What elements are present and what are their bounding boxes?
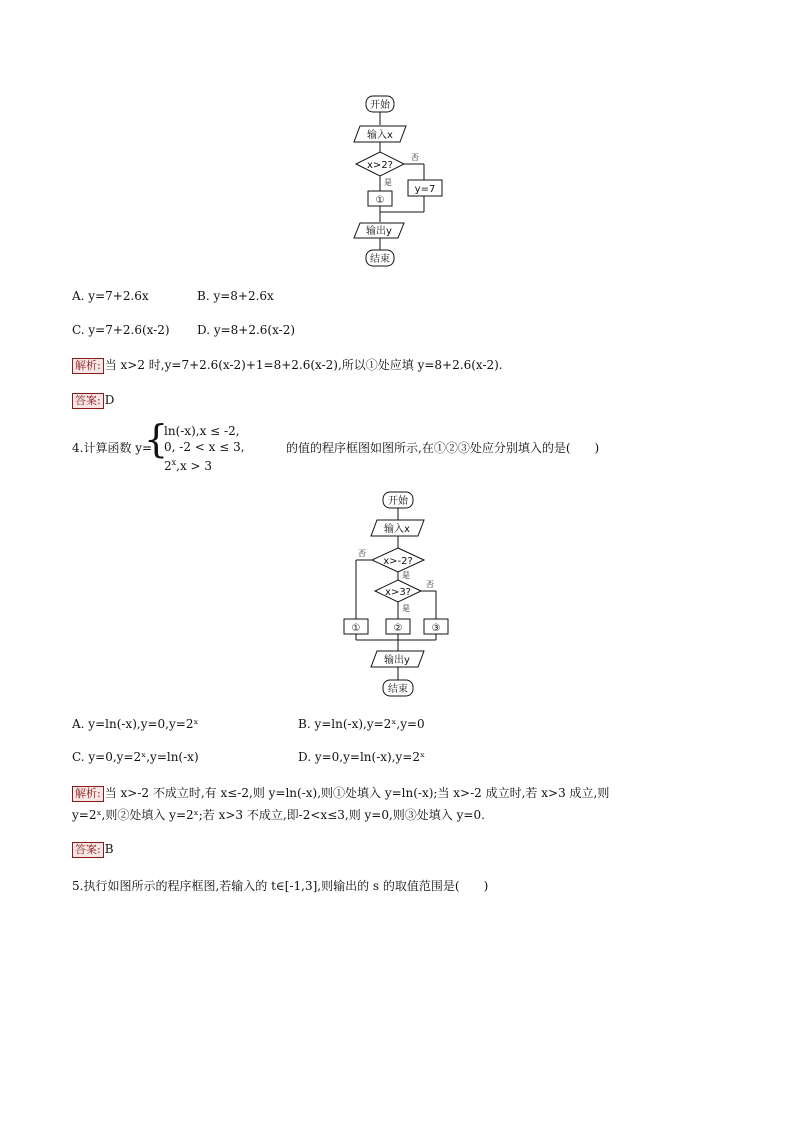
q4-analysis-line-1 [72,785,609,802]
q4-case-3-base: 2 [164,459,172,473]
q3-option-a: A. y=7+2.6x [72,289,149,303]
flow2-slot-1: ① [351,623,361,634]
q3-option-d: D. y=8+2.6(x-2) [197,323,296,337]
q4-case-3-rest: ,x > 3 [176,459,213,473]
q3-analysis-text: 当 x>2 时,y=7+2.6(x-2)+1=8+2.6(x-2),所以①处应填 y=8+2.6(x-2). [104,358,503,372]
answer-tag: 答案: [72,393,104,409]
flow2-no-2: 否 [426,580,434,589]
q4-analysis-text-1: 当 x>-2 不成立时,有 x≤-2,则 y=ln(-x),则①处填入 y=ln(-x);当 x>-2 成立时,若 x>3 成立,则 [104,786,610,800]
q4-answer [72,841,114,858]
q4-case-3-sup: x [171,458,177,467]
flow2-condition-2: x>3? [385,587,411,598]
flow1-no: 否 [411,153,419,162]
q3-analysis [72,357,503,374]
q4-option-a: A. y=ln(-x),y=0,y=2ˣ [72,717,199,731]
q3-option-c: C. y=7+2.6(x-2) [72,323,170,337]
analysis-tag: 解析: [72,358,104,374]
flowchart-2 [330,488,470,700]
flow2-no-1: 否 [358,549,366,558]
flow1-assign: y=7 [414,184,436,195]
flow1-start: 开始 [370,100,390,111]
q4-case-3 [164,456,212,473]
q4-case-2: 0, -2 < x ≤ 3, [164,440,245,454]
flow2-condition-1: x>-2? [383,556,413,567]
flow1-input: 输入x [367,130,393,141]
flow2-start: 开始 [388,496,408,507]
q4-option-b: B. y=ln(-x),y=2ˣ,y=0 [298,717,425,731]
q4-prefix: 4.计算函数 y= [72,441,153,455]
flow2-yes-2: 是 [402,604,410,613]
flow1-yes: 是 [384,178,392,187]
q3-answer-value: D [104,393,115,407]
q4-analysis-line-2: y=2ˣ,则②处填入 y=2ˣ;若 x>3 不成立,即-2<x≤3,则 y=0,则③处填入 y=0. [72,808,485,822]
q4-option-d: D. y=0,y=ln(-x),y=2ˣ [298,750,426,764]
q4-option-c: C. y=0,y=2ˣ,y=ln(-x) [72,750,199,764]
answer-tag: 答案: [72,842,104,858]
flow2-end: 结束 [388,684,408,695]
q4-case-1: ln(-x),x ≤ -2, [164,424,240,438]
q4-brace: { [144,417,169,461]
flow2-slot-3: ③ [431,623,441,634]
flow1-output: 输出y [366,226,392,237]
flow1-slot1: ① [375,195,385,206]
q3-answer [72,392,114,409]
flow2-slot-2: ② [393,623,403,634]
flow2-input: 输入x [384,524,410,535]
q5-question: 5.执行如图所示的程序框图,若输入的 t∈[-1,3],则输出的 s 的取值范围是( ) [72,879,489,893]
flow2-yes-1: 是 [402,571,410,580]
flowchart-1 [340,92,460,272]
flow1-condition: x>2? [367,160,393,171]
flow1-end: 结束 [370,254,390,265]
q4-suffix: 的值的程序框图如图所示,在①②③处应分别填入的是( ) [286,441,600,455]
q4-answer-value: B [104,842,114,856]
analysis-tag: 解析: [72,786,104,802]
flow2-output: 输出y [384,655,410,666]
q3-option-b: B. y=8+2.6x [197,289,274,303]
